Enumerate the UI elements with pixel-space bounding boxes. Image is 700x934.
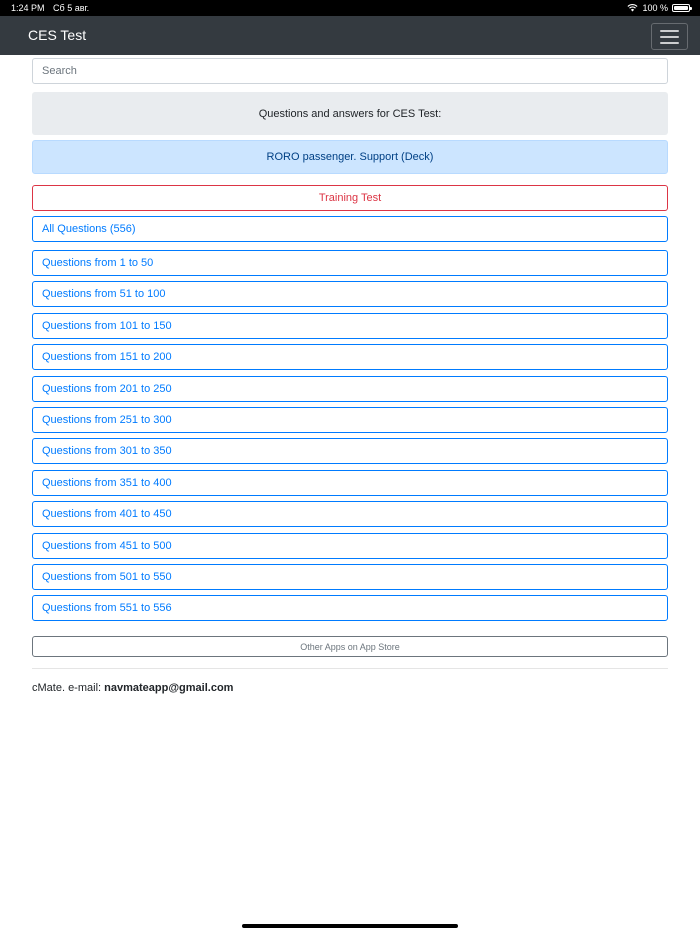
questions-range-button[interactable]: Questions from 451 to 500 [32,533,668,559]
menu-bar [660,30,679,32]
questions-range-button[interactable]: Questions from 1 to 50 [32,250,668,276]
status-date: Сб 5 авг. [53,3,90,13]
hamburger-menu-icon[interactable] [651,23,688,50]
home-indicator [242,924,458,928]
navbar-brand[interactable]: CES Test [28,27,87,43]
navbar [0,16,700,55]
questions-range-button[interactable]: Questions from 501 to 550 [32,564,668,590]
footer-divider [32,668,668,669]
footer [32,682,233,694]
menu-bar [660,42,679,44]
questions-range-button[interactable]: Questions from 551 to 556 [32,595,668,621]
footer-prefix: cMate. e-mail: [32,682,105,694]
battery-percent: 100 % [642,3,668,13]
status-bar [0,0,700,16]
status-time: 1:24 PM [11,3,45,13]
questions-range-button[interactable]: Questions from 401 to 450 [32,501,668,527]
questions-range-button[interactable]: Questions from 301 to 350 [32,438,668,464]
search-input[interactable] [32,58,668,84]
training-test-button[interactable]: Training Test [32,185,668,211]
battery-fill [674,6,688,10]
other-apps-button[interactable]: Other Apps on App Store [32,636,668,657]
questions-range-button[interactable]: Questions from 151 to 200 [32,344,668,370]
footer-email[interactable]: navmateapp@gmail.com [104,682,234,694]
subject-banner: RORO passenger. Support (Deck) [32,140,668,174]
status-right [627,3,690,13]
all-questions-button[interactable]: All Questions (556) [32,216,668,242]
status-left [11,3,95,13]
menu-bar [660,36,679,38]
intro-banner: Questions and answers for CES Test: [32,92,668,135]
questions-range-button[interactable]: Questions from 201 to 250 [32,376,668,402]
questions-range-button[interactable]: Questions from 51 to 100 [32,281,668,307]
battery-icon [672,4,690,12]
questions-range-button[interactable]: Questions from 351 to 400 [32,470,668,496]
questions-range-button[interactable]: Questions from 251 to 300 [32,407,668,433]
questions-range-button[interactable]: Questions from 101 to 150 [32,313,668,339]
wifi-icon [627,4,638,12]
